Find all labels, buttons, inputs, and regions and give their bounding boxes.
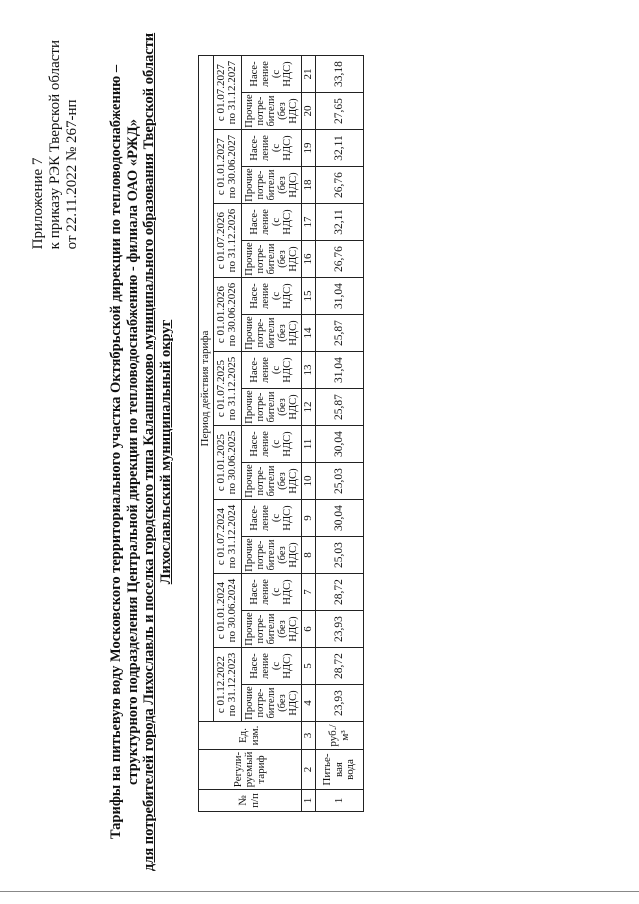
tariff-table bbox=[198, 55, 364, 812]
document-title bbox=[108, 32, 174, 872]
appendix-number: Приложение 7 bbox=[29, 157, 46, 250]
title-line-4: Лихославльский муниципальный округ bbox=[157, 319, 173, 585]
column-number: 18 bbox=[301, 167, 316, 204]
column-number: 5 bbox=[301, 648, 316, 685]
column-number: 21 bbox=[301, 56, 316, 93]
tariff-value: 25,87 bbox=[315, 315, 363, 352]
column-number: 13 bbox=[301, 352, 316, 389]
period-header: с 01.07.2027 по 31.12.2027 bbox=[213, 56, 241, 130]
category-population: Насе-ление (с НДС) bbox=[241, 648, 301, 685]
tariff-value: 27,65 bbox=[315, 93, 363, 130]
header-row-number: № п/п bbox=[198, 790, 301, 812]
column-number: 8 bbox=[301, 537, 316, 574]
header-period: Период действия тарифа bbox=[198, 56, 213, 722]
tariff-value: 25,03 bbox=[315, 463, 363, 500]
period-header: с 01.07.2025 по 31.12.2025 bbox=[213, 352, 241, 426]
column-number: 9 bbox=[301, 500, 316, 537]
category-population: Насе-ление (с НДС) bbox=[241, 500, 301, 537]
table-row bbox=[315, 56, 363, 812]
column-number: 11 bbox=[301, 426, 316, 463]
column-number: 4 bbox=[301, 685, 316, 722]
tariff-value: 26,76 bbox=[315, 241, 363, 278]
period-header: с 01.01.2025 по 30.06.2025 bbox=[213, 426, 241, 500]
category-population: Насе-ление (с НДС) bbox=[241, 352, 301, 389]
column-number: 10 bbox=[301, 463, 316, 500]
period-header: с 01.12.2022 по 31.12.2023 bbox=[213, 648, 241, 722]
category-other: Прочие потре-бители (без НДС) bbox=[241, 537, 301, 574]
period-header: с 01.07.2026 по 31.12.2026 bbox=[213, 204, 241, 278]
period-header: с 01.01.2026 по 30.06.2026 bbox=[213, 278, 241, 352]
tariff-value: 28,72 bbox=[315, 574, 363, 611]
category-other: Прочие потре-бители (без НДС) bbox=[241, 93, 301, 130]
tariff-value: 25,03 bbox=[315, 537, 363, 574]
column-number: 15 bbox=[301, 278, 316, 315]
column-number: 1 bbox=[301, 790, 316, 812]
title-line-1: Тарифы на питьевую воду Московского территориального участка Октябрьской дирекции по тепловодоснабжению – bbox=[107, 64, 124, 840]
tariff-value: 26,76 bbox=[315, 167, 363, 204]
tariff-value: 32,11 bbox=[315, 204, 363, 241]
category-population: Насе-ление (с НДС) bbox=[241, 426, 301, 463]
service-name: Питье-вая вода bbox=[315, 750, 363, 790]
period-header: с 01.01.2027 по 30.06.2027 bbox=[213, 130, 241, 204]
column-numbers-row bbox=[301, 56, 316, 812]
rotated-content bbox=[20, 12, 620, 892]
category-population: Насе-ление (с НДС) bbox=[241, 204, 301, 241]
category-population: Насе-ление (с НДС) bbox=[241, 130, 301, 167]
header-tariff: Регули-руемый тариф bbox=[198, 750, 301, 790]
tariff-value: 30,04 bbox=[315, 500, 363, 537]
tariff-value: 31,04 bbox=[315, 278, 363, 315]
column-number: 12 bbox=[301, 389, 316, 426]
tariff-value: 30,04 bbox=[315, 426, 363, 463]
title-line-2: структурного подразделения Центральной дирекции по тепловодоснабжению - филиала ОАО «РЖД» bbox=[124, 118, 140, 786]
row-number: 1 bbox=[315, 790, 363, 812]
category-other: Прочие потре-бители (без НДС) bbox=[241, 241, 301, 278]
category-other: Прочие потре-бители (без НДС) bbox=[241, 389, 301, 426]
column-number: 6 bbox=[301, 611, 316, 648]
category-other: Прочие потре-бители (без НДС) bbox=[241, 685, 301, 722]
category-population: Насе-ление (с НДС) bbox=[241, 278, 301, 315]
column-number: 20 bbox=[301, 93, 316, 130]
column-number: 19 bbox=[301, 130, 316, 167]
order-date: от 22.11.2022 № 267-нп bbox=[63, 99, 80, 250]
tariff-value: 32,11 bbox=[315, 130, 363, 167]
column-number: 7 bbox=[301, 574, 316, 611]
unit-of-measure: руб./м³ bbox=[315, 722, 363, 750]
tariff-value: 23,93 bbox=[315, 685, 363, 722]
column-number: 17 bbox=[301, 204, 316, 241]
category-other: Прочие потре-бители (без НДС) bbox=[241, 315, 301, 352]
tariff-value: 28,72 bbox=[315, 648, 363, 685]
period-header: с 01.01.2024 по 30.06.2024 bbox=[213, 574, 241, 648]
tariff-value: 31,04 bbox=[315, 352, 363, 389]
page-bottom-rule bbox=[0, 891, 639, 892]
period-header: с 01.07.2024 по 31.12.2024 bbox=[213, 500, 241, 574]
column-number: 14 bbox=[301, 315, 316, 352]
header-unit: Ед. изм. bbox=[198, 722, 301, 750]
column-number: 16 bbox=[301, 241, 316, 278]
tariff-value: 33,18 bbox=[315, 56, 363, 93]
tariff-value: 23,93 bbox=[315, 611, 363, 648]
column-number: 2 bbox=[301, 750, 316, 790]
tariff-value: 25,87 bbox=[315, 389, 363, 426]
category-other: Прочие потре-бители (без НДС) bbox=[241, 463, 301, 500]
category-population: Насе-ление (с НДС) bbox=[241, 56, 301, 93]
appendix-reference bbox=[30, 40, 81, 249]
category-population: Насе-ление (с НДС) bbox=[241, 574, 301, 611]
title-line-3: для потребителей города Лихославль и поселка городского типа Калашниково муниципального образования Тверской области bbox=[140, 32, 157, 872]
column-number: 3 bbox=[301, 722, 316, 750]
category-other: Прочие потре-бители (без НДС) bbox=[241, 167, 301, 204]
category-other: Прочие потре-бители (без НДС) bbox=[241, 611, 301, 648]
order-reference: к приказу РЭК Тверской области bbox=[46, 40, 63, 250]
